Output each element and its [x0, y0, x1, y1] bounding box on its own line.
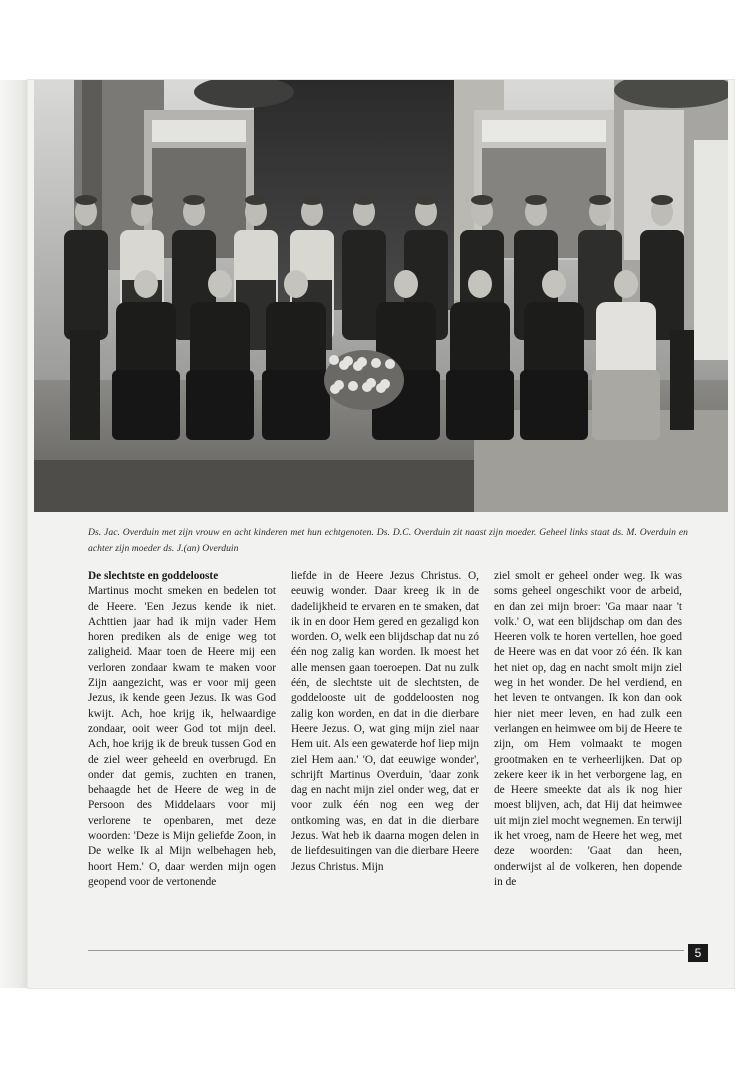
standing-figure-hair	[183, 195, 205, 205]
article-column-3	[494, 569, 682, 890]
seated-figure-lap	[592, 370, 660, 440]
standing-figure-hair	[651, 195, 673, 205]
article-column-2	[291, 569, 479, 875]
bouquet-flower	[329, 355, 339, 365]
seated-figure-head	[394, 270, 418, 298]
standing-figure-body	[64, 230, 108, 340]
seated-figure-head	[614, 270, 638, 298]
seated-figure-head	[542, 270, 566, 298]
seated-figure-lap	[446, 370, 514, 440]
standing-figure-hair	[525, 195, 547, 205]
standing-figure-legs	[670, 330, 694, 430]
seated-figure-head	[284, 270, 308, 298]
footer-rule	[88, 950, 684, 951]
seated-figure-lap	[186, 370, 254, 440]
bouquet-flower	[376, 383, 386, 393]
family-group-photo	[34, 80, 728, 512]
standing-figure-hair	[245, 195, 267, 205]
article-column-1	[88, 569, 276, 890]
seated-figure-lap	[262, 370, 330, 440]
seated-figure-head	[468, 270, 492, 298]
page-number-badge: 5	[688, 944, 708, 962]
standing-figure-hair	[353, 195, 375, 205]
standing-figure-hair	[589, 195, 611, 205]
standing-figure-hair	[75, 195, 97, 205]
seated-figure-head	[208, 270, 232, 298]
column-1-text: Martinus mocht smeken en bedelen tot de Heere. 'Een Jezus kende ik niet. Achttien jaar had ik mijn vader Hem horen prediken als de enige weg tot zaligheid. Maar toen de Heere mij een verloren zondaar kwam te maken voor Zijn aangezicht, was er voor mij geen Jezus, ik kende geen Jezus. Ik was God kwijt. Ach, hoe krijg ik, helwaardige zondaar, ooit weer God tot mijn deel. Ach, hoe krijg ik de breuk tussen God en de ziel weer geheeld en overbrugd. En onder dat gemis, zuchten en tranen, behaagde het de Heere de weg in de Persoon des Middelaars voor mij verlorene te openbaren, met deze woorden: 'Deze is Mijn geliefde Zoon, in De welke Ik al Mijn welbehagen heb, hoort Hem.' O, daar werden mijn ogen geopend voor de vertonende	[88, 585, 276, 888]
standing-figure-hair	[131, 195, 153, 205]
standing-figure-hair	[471, 195, 493, 205]
photo-caption: Ds. Jac. Overduin met zijn vrouw en acht kinderen met hun echtgenoten. Ds. D.C. Overduin zit naast zijn moeder. Geheel links staat ds. M. Overduin en achter zijn moeder ds. J.(an) Overduin	[88, 527, 688, 554]
bouquet-flower	[353, 361, 363, 371]
book-page-edge	[0, 80, 28, 988]
bouquet-flower	[330, 384, 340, 394]
bouquet-flower	[362, 382, 372, 392]
column-2-text: liefde in de Heere Jezus Christus. O, eeuwig wonder. Daar kreeg ik in de dadelijkheid te ervaren en te smaken, dat ik in en door Hem gered en gezaligd kon worden. O, welk een blijdschap dat nu zó één nog zalig kan worden. Ik moest het alle mensen gaan toeroepen. Dat nu zulk één, de slechtste uit de slechtsten, de goddelooste uit de goddeloosten nog zalig kon worden, en dat in die dierbare Heere Jezus. O, wat ging mijn ziel naar Hem uit. Als een gewaterde hof liep mijn ziel Hem aan.' 'O, dat eeuwige wonder', schrijft Martinus Overduin, 'daar zonk dag en nacht mijn ziel onder weg, dat er voor zulk één nog een weg der ontkoming was, en dat in die dierbare Jezus. Wat heb ik daarna mogen delen in de liefdesuitingen van die dierbare Heere Jezus Christus. Mijn	[291, 570, 479, 873]
seated-figure-lap	[112, 370, 180, 440]
bouquet-flower	[385, 359, 395, 369]
bouquet-flower	[371, 358, 381, 368]
bouquet-flower	[348, 381, 358, 391]
seated-figure-head	[134, 270, 158, 298]
standing-figure-legs	[70, 330, 100, 440]
bouquet-flower	[339, 360, 349, 370]
standing-figure-hair	[415, 195, 437, 205]
seated-figure-lap	[520, 370, 588, 440]
column-3-text: ziel smolt er geheel onder weg. Ik was soms geheel ongeschikt voor de arbeid, en dan zei mijn broer: 'Ga maar naar 't volk.' O, wat een blijdschap om dan des Heeren volk te horen vertellen, hoe goed de Heere was en dat voor zó één. Ik kan het niet op, dag en nacht smolt mijn ziel weg in het wonder. De hel verdiend, en het leven te ontvangen. Ik kon dan ook hier niet meer leven, en had zulk een verlangen en heimwee om bij de Heere te zijn, om Hem volmaakt te mogen grootmaken en te verheerlijken. Dat op zekere keer ik in het verborgene lag, en de Heere smeekte dat als ik nog hier moest blijven, ach, dat Hij dat heimwee uit mijn ziel mocht wegnemen. En terwijl ik het vroeg, nam de Heere het weg, met deze woorden: 'Gaat dan heen, onderwijst al de volkeren, hen dopende in de	[494, 570, 682, 888]
section-heading: De slechtste en goddelooste	[88, 570, 219, 582]
standing-figure-hair	[301, 195, 323, 205]
